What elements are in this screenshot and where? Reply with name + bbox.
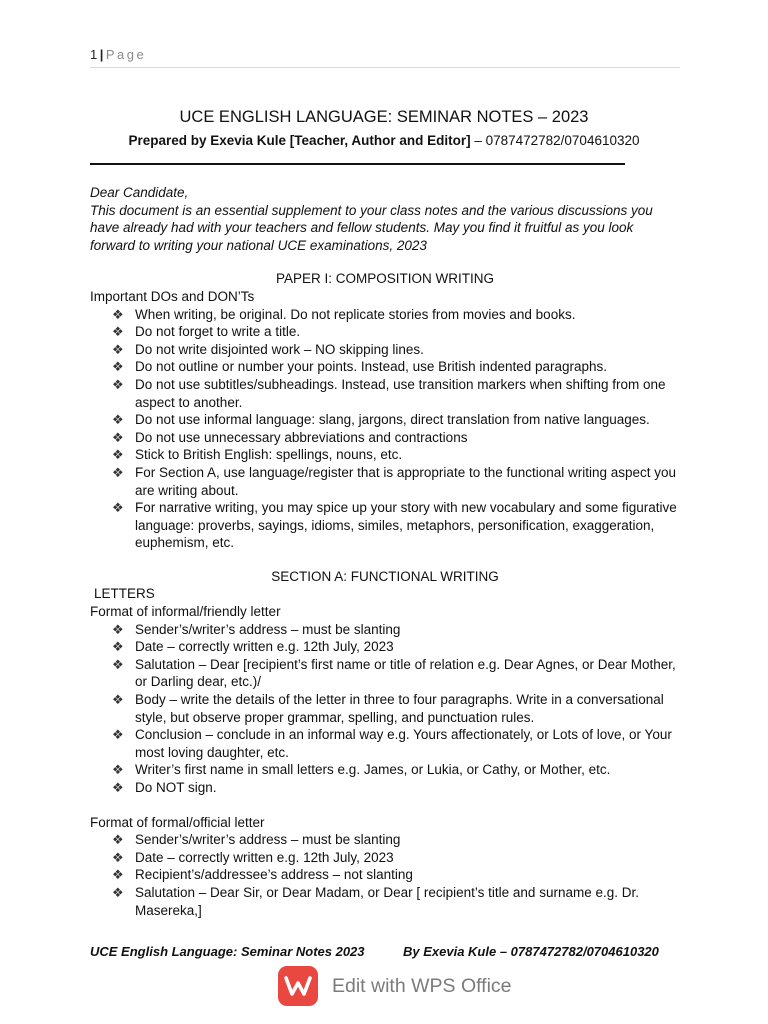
list-item: ❖ Do not use subtitles/subheadings. Instead, use transition markers when shifting from one aspect to another. [112, 376, 666, 410]
phone-numbers: – 0787472782/0704610320 [470, 133, 640, 148]
bullet-icon: ❖ [112, 639, 124, 655]
bullet-icon: ❖ [112, 341, 124, 357]
bullet-icon: ❖ [112, 324, 124, 340]
list-item: ❖ Stick to British English: spellings, nouns, etc. [112, 447, 403, 463]
document-subtitle [0, 133, 768, 148]
greeting: Dear Candidate, [90, 185, 189, 200]
bullet-icon: ❖ [112, 306, 124, 322]
list-item: ❖ Do not use unnecessary abbreviations and contractions [112, 429, 468, 445]
intro-paragraph: This document is an essential supplement to your class notes and the various discussions you have already had with your teachers and fellow students. May you find it fruitful as you look forward to writing your national UCE examinations, 2023 [90, 202, 653, 253]
list-item: ❖ Conclusion – conclude in an informal way e.g. Yours affectionately, or Lots of love, or Your most loving daughter, etc. [112, 727, 672, 760]
bullet-icon: ❖ [112, 412, 124, 428]
list-item: ❖ Do not write disjointed work – NO skipping lines. [112, 341, 424, 357]
list-item: ❖ Body – write the details of the letter in three to four paragraphs. Write in a conversational style, but observe proper grammar, spelling, and punctuation rules. [112, 692, 664, 725]
page-label: Page [105, 47, 147, 62]
formal-letter-list [90, 831, 680, 919]
bullet-icon: ❖ [112, 762, 124, 778]
page-number-header [90, 47, 146, 62]
dos-donts-list [90, 306, 680, 552]
edit-with-wps-button[interactable] [278, 966, 512, 1006]
bullet-icon: ❖ [112, 884, 124, 900]
bullet-icon: ❖ [112, 832, 124, 848]
list-item: ❖ Do not outline or number your points. Instead, use British indented paragraphs. [112, 359, 608, 375]
paper1-heading: PAPER I: COMPOSITION WRITING [275, 271, 494, 287]
bullet-icon: ❖ [112, 780, 124, 795]
list-item: ❖ Recipient’s/addressee’s address – not slanting [112, 867, 413, 883]
list-item: ❖ For narrative writing, you may spice up your story with new vocabulary and some figurative language: proverbs, sayings, idioms, similes, metaphors, personification, exaggeration, euphemism, etc. [112, 500, 677, 551]
list-item: ❖ Salutation – Dear [recipient’s first name or title of relation e.g. Dear Agnes, or Dear Mother, or Darling dear, etc.)/ [112, 656, 676, 690]
prepared-by: Prepared by Exevia Kule [Teacher, Author and Editor] [128, 133, 471, 148]
list-item: ❖ For Section A, use language/register that is appropriate to the functional writing aspect you are writing about. [112, 464, 677, 498]
list-item: ❖ Date – correctly written e.g. 12th July, 2023 [112, 639, 394, 655]
bullet-icon: ❖ [112, 727, 124, 743]
document-title: UCE ENGLISH LANGUAGE: SEMINAR NOTES – 2023 [179, 108, 589, 126]
list-item: ❖ Do not use informal language: slang, jargons, direct translation from native languages. [112, 412, 650, 428]
page-number: 1 [90, 47, 98, 62]
bullet-icon: ❖ [112, 464, 124, 480]
section-a-heading: SECTION A: FUNCTIONAL WRITING [271, 568, 499, 584]
list-item: ❖ Sender’s/writer’s address – must be slanting [112, 832, 401, 848]
bullet-icon: ❖ [112, 429, 124, 445]
bullet-icon: ❖ [112, 359, 124, 375]
bullet-icon: ❖ [112, 447, 124, 463]
list-item: ❖ Salutation – Dear Sir, or Dear Madam, or Dear [ recipient’s title and surname e.g. Dr. Masereka,] [112, 884, 639, 918]
list-item: ❖ Date – correctly written e.g. 12th July, 2023 [112, 849, 394, 865]
bullet-icon: ❖ [112, 376, 124, 392]
bullet-icon: ❖ [112, 500, 124, 516]
bullet-icon: ❖ [112, 621, 124, 637]
letters-label: LETTERS [94, 586, 155, 602]
title-divider [90, 163, 625, 165]
informal-letter-list [90, 621, 680, 797]
informal-letter-heading: Format of informal/friendly letter [90, 604, 281, 620]
list-item: ❖ Do not forget to write a title. [112, 324, 301, 340]
bullet-icon: ❖ [112, 849, 124, 865]
list-item: ❖ Do NOT sign. [112, 780, 217, 795]
bullet-icon: ❖ [112, 656, 124, 672]
wps-label: Edit with WPS Office [332, 974, 512, 997]
list-item: ❖ Sender’s/writer’s address – must be slanting [112, 621, 401, 637]
bullet-icon: ❖ [112, 867, 124, 883]
header-divider [90, 67, 680, 68]
footer-left: UCE English Language: Seminar Notes 2023 [90, 944, 365, 959]
document-body [90, 184, 680, 919]
formal-letter-heading: Format of formal/official letter [90, 814, 265, 830]
list-item: ❖ Writer’s first name in small letters e.g. James, or Lukia, or Cathy, or Mother, etc. [112, 762, 611, 778]
list-item: ❖ When writing, be original. Do not replicate stories from movies and books. [112, 306, 576, 322]
bullet-icon: ❖ [112, 692, 124, 708]
footer-right: By Exevia Kule – 0787472782/0704610320 [403, 944, 659, 959]
page-separator: | [99, 47, 104, 62]
dos-donts-heading: Important DOs and DON’Ts [90, 288, 255, 304]
wps-logo-icon [278, 966, 318, 1006]
